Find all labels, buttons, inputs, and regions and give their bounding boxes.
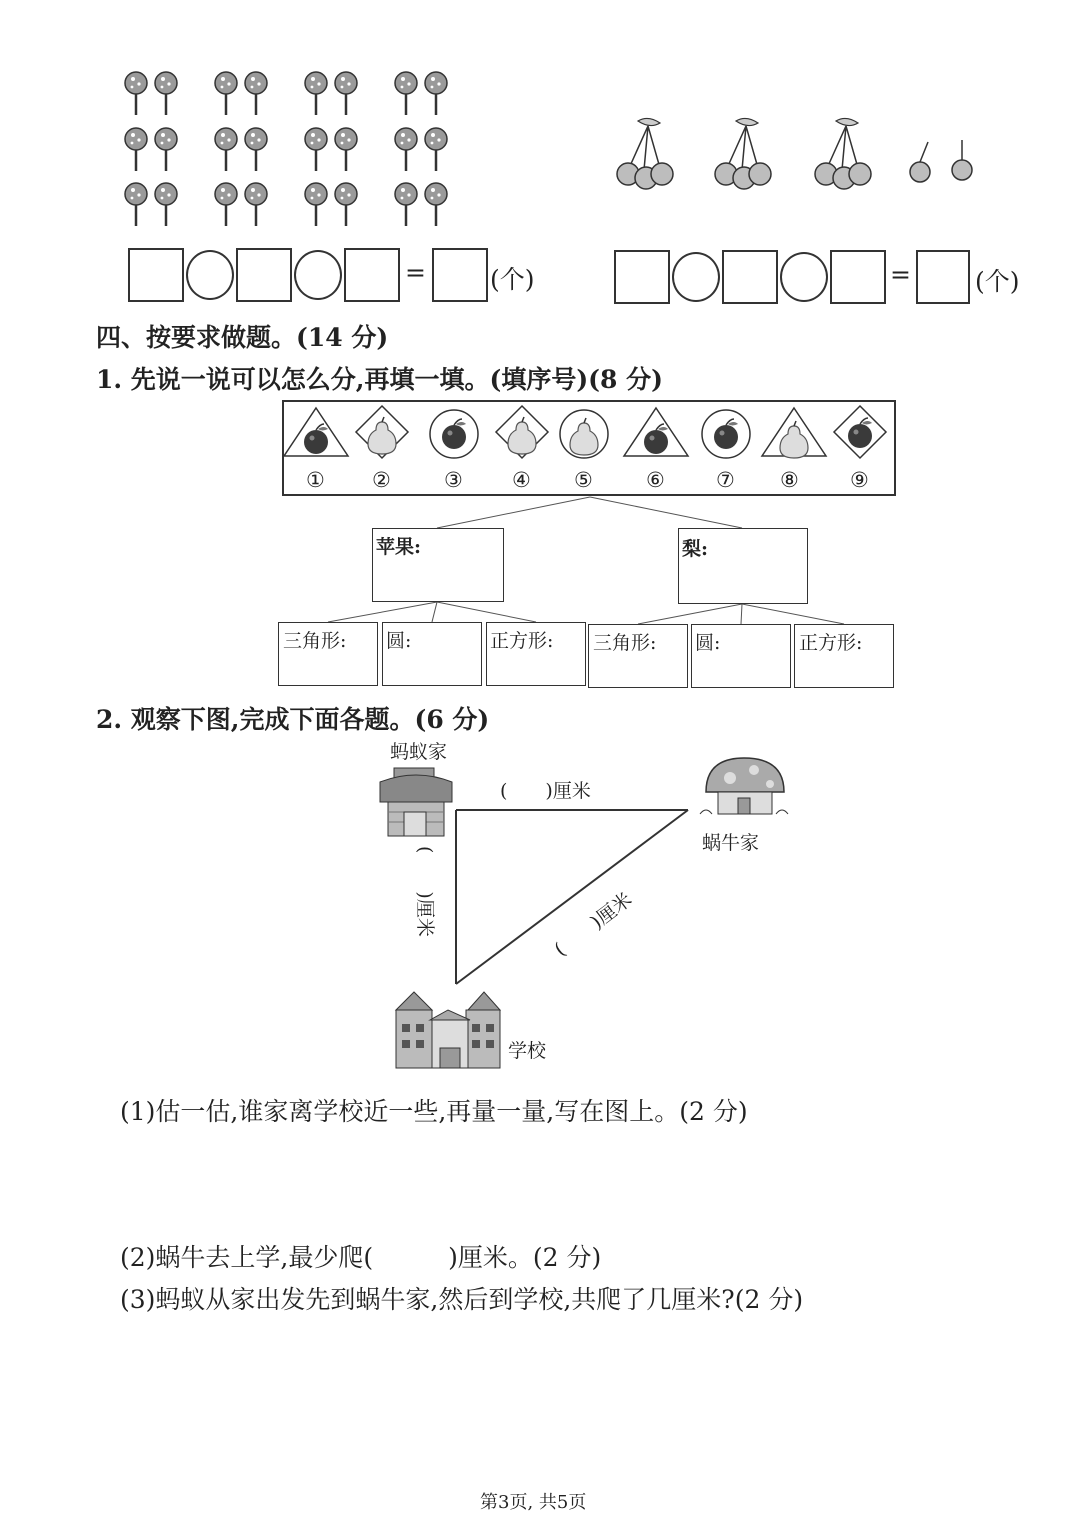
top-length-label[interactable]: ( )厘米 [500,780,591,802]
sub-question-3: (3)蚂蚁从家出发先到蜗牛家,然后到学校,共爬了几厘米?(2 分) [120,1285,804,1314]
item-number: ③ [444,468,463,492]
item-number: ① [306,468,325,492]
question-2: 2. 观察下图,完成下面各题。(6 分) [96,705,490,734]
item-number: ⑥ [646,468,665,492]
sub-question-2: (2)蜗牛去上学,最少爬( )厘米。(2 分) [120,1243,602,1272]
page-footer: 第3页, 共5页 [480,1492,587,1513]
section-title: 四、按要求做题。(14 分) [96,323,389,352]
category-label: 正方形: [490,630,554,652]
item-number: ⑤ [574,468,593,492]
question-1: 1. 先说一说可以怎么分,再填一填。(填序号)(8 分) [96,365,663,394]
equals-sign: = [405,258,426,287]
item-number: ⑨ [850,468,869,492]
unit-label: (个) [975,267,1020,296]
distance-triangle [456,810,688,984]
school-label: 学校 [508,1040,547,1062]
snail-house-icon [700,758,788,814]
item-number: ② [372,468,391,492]
left-length-label[interactable]: ( )厘米 [414,846,436,937]
category-label: 圆: [695,632,721,654]
sub-question-1: (1)估一估,谁家离学校近一些,再量一量,写在图上。(2 分) [120,1097,748,1126]
unit-label: (个) [490,265,535,294]
item-number: ⑦ [716,468,735,492]
equals-sign: = [890,260,911,289]
category-label: 正方形: [799,632,863,654]
ant-house-icon [380,768,452,836]
category-label: 三角形: [283,630,347,652]
ant-home-label: 蚂蚁家 [390,741,448,763]
item-number: ④ [512,468,531,492]
apple-label: 苹果: [376,536,422,558]
category-label: 圆: [386,630,412,652]
pear-label: 梨: [682,538,709,560]
snail-home-label: 蜗牛家 [702,832,760,854]
school-icon [396,992,500,1068]
diag-length-label[interactable]: ( )厘米 [550,888,637,961]
item-number: ⑧ [780,468,799,492]
category-label: 三角形: [593,632,657,654]
